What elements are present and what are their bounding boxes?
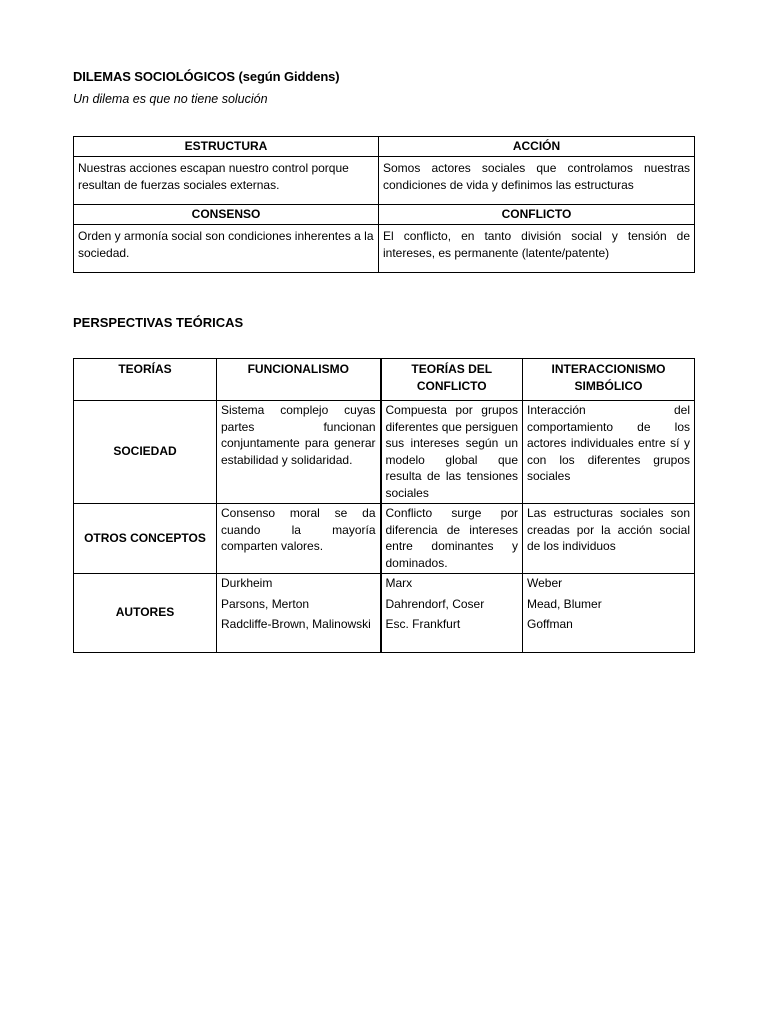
cell-accion: Somos actores sociales que controlamos nuestras condiciones de vida y definimos las estructuras [379, 157, 695, 205]
cell-conflicto: El conflicto, en tanto división social y tensión de intereses, es permanente (latente/patente) [379, 225, 695, 273]
section-title: PERSPECTIVAS TEÓRICAS [73, 315, 244, 330]
cell-sociedad-funcionalismo: Sistema complejo cuyas partes funcionan conjuntamente para generar estabilidad y solidaridad. [217, 401, 381, 504]
header-consenso: CONSENSO [74, 205, 379, 225]
page-subtitle: Un dilema es que no tiene solución [73, 92, 268, 106]
row-label-autores: AUTORES [74, 574, 217, 653]
author-entry: Esc. Frankfurt [385, 617, 461, 631]
dilemas-table [73, 136, 695, 273]
cell-conceptos-interaccionismo: Las estructuras sociales son creadas por la acción social de los individuos [523, 504, 695, 574]
cell-sociedad-conflicto: Compuesta por grupos diferentes que persiguen sus intereses según un modelo global que resulta de las tensiones sociales [381, 401, 523, 504]
author-entry: Parsons, Merton [221, 596, 310, 611]
header-funcionalismo: FUNCIONALISMO [217, 359, 381, 401]
header-interaccionismo: INTERACCIONISMO SIMBÓLICO [523, 359, 695, 401]
cell-autores-interaccionismo [523, 574, 695, 653]
page-title: DILEMAS SOCIOLÓGICOS (según Giddens) [73, 69, 340, 84]
header-teorias-conflicto: TEORÍAS DEL CONFLICTO [381, 359, 523, 401]
perspectivas-table [73, 358, 695, 653]
author-entry: Marx [385, 576, 413, 590]
row-label-otros-conceptos: OTROS CONCEPTOS [74, 504, 217, 574]
author-entry: Goffman [527, 617, 573, 631]
header-teorias: TEORÍAS [74, 359, 217, 401]
cell-sociedad-interaccionismo: Interacción del comportamiento de los actores individuales entre sí y con los diferentes grupos sociales [523, 401, 695, 504]
cell-autores-conflicto [381, 574, 523, 653]
header-conflicto: CONFLICTO [379, 205, 695, 225]
author-entry: Radcliffe-Brown, Malinowski [221, 617, 371, 631]
header-accion: ACCIÓN [379, 137, 695, 157]
author-entry: Weber [527, 576, 563, 590]
header-estructura: ESTRUCTURA [74, 137, 379, 157]
author-entry: Durkheim [221, 576, 273, 590]
author-entry: Mead, Blumer [527, 596, 602, 611]
cell-autores-funcionalismo [217, 574, 381, 653]
cell-conceptos-funcionalismo: Consenso moral se da cuando la mayoría comparten valores. [217, 504, 381, 574]
row-label-sociedad: SOCIEDAD [74, 401, 217, 504]
cell-consenso: Orden y armonía social son condiciones inherentes a la sociedad. [74, 225, 379, 273]
author-entry: Dahrendorf, Coser [385, 596, 485, 611]
cell-conceptos-conflicto: Conflicto surge por diferencia de intereses entre dominantes y dominados. [381, 504, 523, 574]
cell-estructura: Nuestras acciones escapan nuestro control porque resultan de fuerzas sociales externas. [74, 157, 379, 205]
